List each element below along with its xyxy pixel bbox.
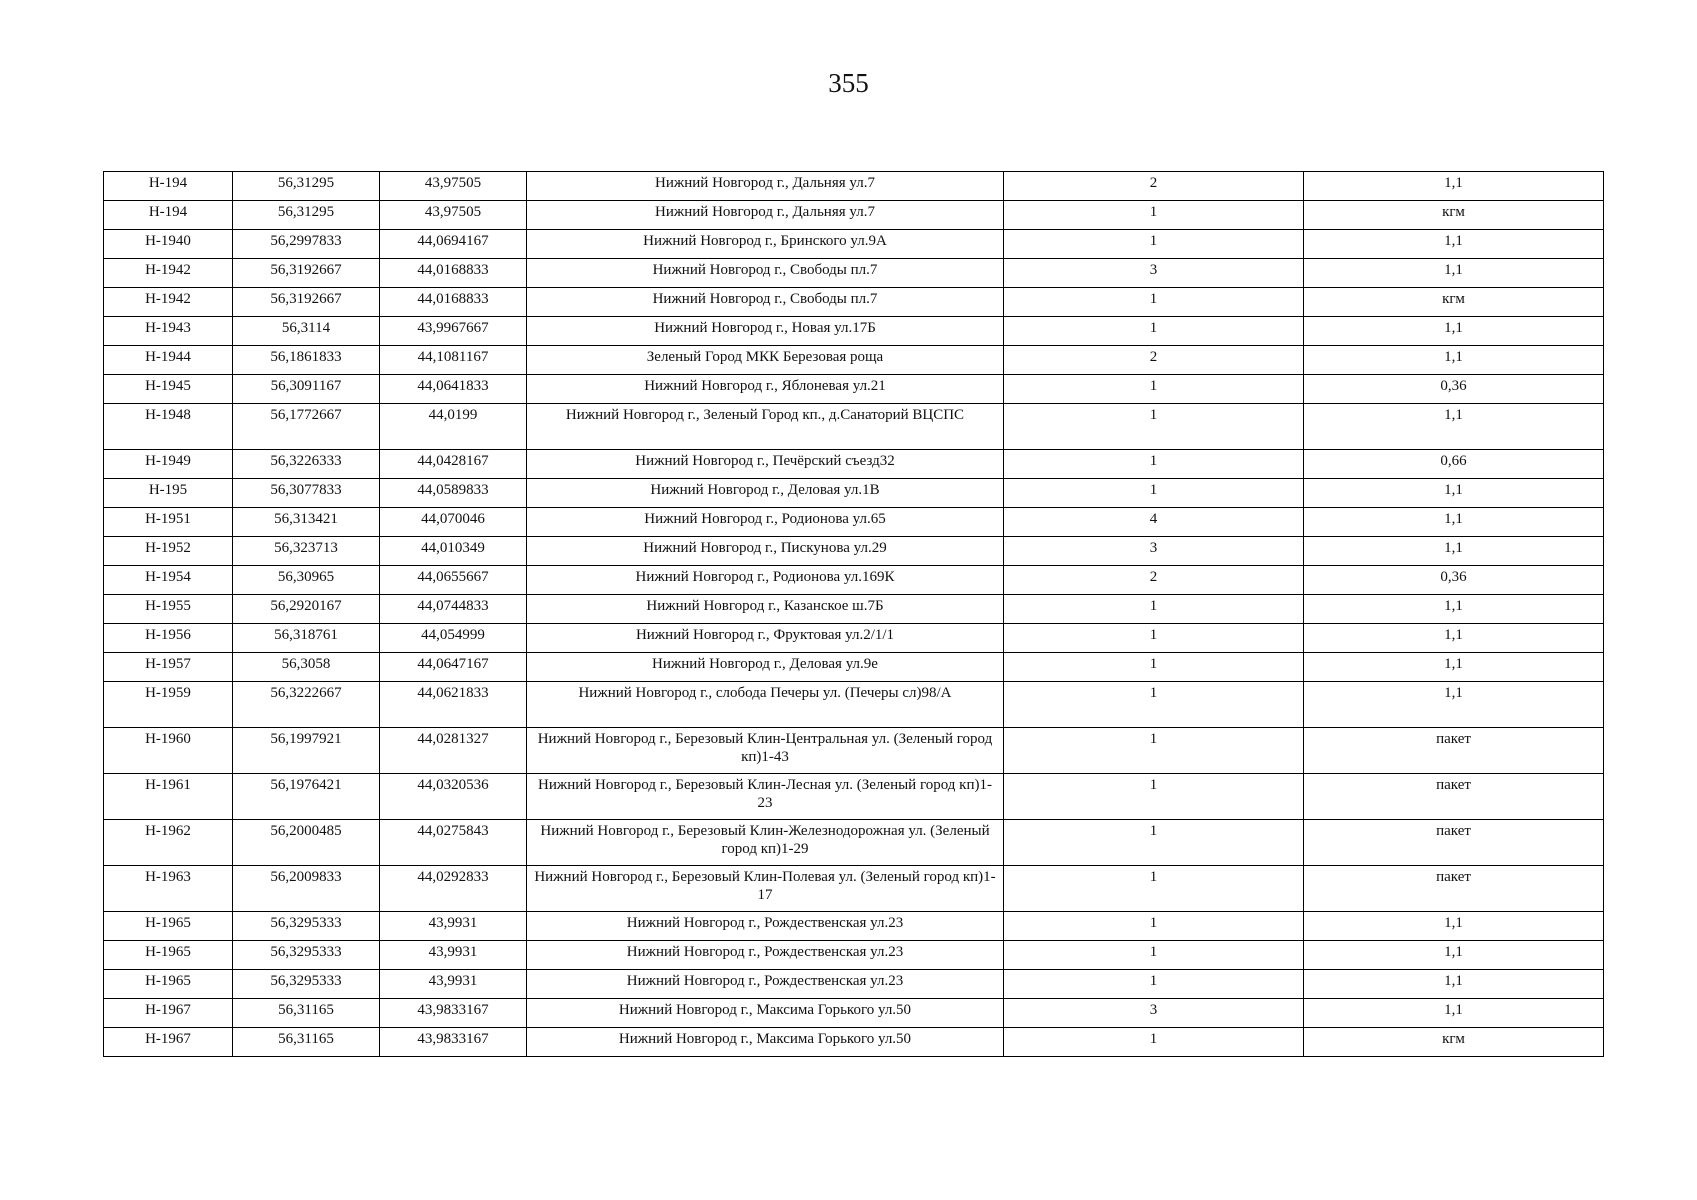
volume-cell: 1,1 xyxy=(1304,653,1604,682)
count-cell: 1 xyxy=(1004,201,1304,230)
count-cell: 1 xyxy=(1004,479,1304,508)
longitude-cell: 44,0320536 xyxy=(380,774,527,820)
latitude-cell: 56,3226333 xyxy=(233,450,380,479)
volume-cell: пакет xyxy=(1304,866,1604,912)
table-row xyxy=(104,999,1604,1028)
address-cell: Нижний Новгород г., Свободы пл.7 xyxy=(527,259,1004,288)
address-cell: Нижний Новгород г., Березовый Клин-Железнодорожная ул. (Зеленый город кп)1-29 xyxy=(527,820,1004,866)
address-cell: Нижний Новгород г., Дальняя ул.7 xyxy=(527,172,1004,201)
volume-cell: 1,1 xyxy=(1304,624,1604,653)
volume-cell: 1,1 xyxy=(1304,970,1604,999)
volume-cell: 1,1 xyxy=(1304,479,1604,508)
table-row xyxy=(104,728,1604,774)
count-cell: 2 xyxy=(1004,172,1304,201)
longitude-cell: 44,0199 xyxy=(380,404,527,450)
table-row xyxy=(104,288,1604,317)
volume-cell: кгм xyxy=(1304,1028,1604,1057)
count-cell: 1 xyxy=(1004,774,1304,820)
table-row xyxy=(104,595,1604,624)
address-cell: Нижний Новгород г., Рождественская ул.23 xyxy=(527,912,1004,941)
address-cell: Нижний Новгород г., Дальняя ул.7 xyxy=(527,201,1004,230)
volume-cell: 1,1 xyxy=(1304,941,1604,970)
point-id-cell: Н-1957 xyxy=(104,653,233,682)
point-id-cell: Н-194 xyxy=(104,172,233,201)
table-row xyxy=(104,941,1604,970)
table-row xyxy=(104,820,1604,866)
longitude-cell: 44,1081167 xyxy=(380,346,527,375)
latitude-cell: 56,30965 xyxy=(233,566,380,595)
longitude-cell: 44,0647167 xyxy=(380,653,527,682)
point-id-cell: Н-1961 xyxy=(104,774,233,820)
table-body xyxy=(104,172,1604,1057)
volume-cell: кгм xyxy=(1304,288,1604,317)
address-cell: Нижний Новгород г., Зеленый Город кп., д.Санаторий ВЦСПС xyxy=(527,404,1004,450)
volume-cell: 1,1 xyxy=(1304,259,1604,288)
latitude-cell: 56,31295 xyxy=(233,172,380,201)
count-cell: 2 xyxy=(1004,346,1304,375)
table-row xyxy=(104,537,1604,566)
point-id-cell: Н-1965 xyxy=(104,941,233,970)
count-cell: 1 xyxy=(1004,450,1304,479)
longitude-cell: 43,9967667 xyxy=(380,317,527,346)
address-cell: Нижний Новгород г., Родионова ул.65 xyxy=(527,508,1004,537)
point-id-cell: Н-1967 xyxy=(104,1028,233,1057)
address-cell: Нижний Новгород г., Фруктовая ул.2/1/1 xyxy=(527,624,1004,653)
volume-cell: 1,1 xyxy=(1304,999,1604,1028)
address-cell: Нижний Новгород г., Деловая ул.9е xyxy=(527,653,1004,682)
longitude-cell: 44,0168833 xyxy=(380,288,527,317)
table-row xyxy=(104,375,1604,404)
longitude-cell: 44,0428167 xyxy=(380,450,527,479)
table-row xyxy=(104,866,1604,912)
volume-cell: кгм xyxy=(1304,201,1604,230)
longitude-cell: 43,97505 xyxy=(380,201,527,230)
point-id-cell: Н-1955 xyxy=(104,595,233,624)
count-cell: 1 xyxy=(1004,624,1304,653)
point-id-cell: Н-1965 xyxy=(104,912,233,941)
point-id-cell: Н-1959 xyxy=(104,682,233,728)
address-cell: Нижний Новгород г., Пискунова ул.29 xyxy=(527,537,1004,566)
volume-cell: пакет xyxy=(1304,728,1604,774)
latitude-cell: 56,1772667 xyxy=(233,404,380,450)
count-cell: 1 xyxy=(1004,820,1304,866)
latitude-cell: 56,3295333 xyxy=(233,941,380,970)
table-row xyxy=(104,1028,1604,1057)
latitude-cell: 56,3114 xyxy=(233,317,380,346)
point-id-cell: Н-1951 xyxy=(104,508,233,537)
address-cell: Нижний Новгород г., слобода Печеры ул. (Печеры сл)98/А xyxy=(527,682,1004,728)
point-id-cell: Н-1952 xyxy=(104,537,233,566)
count-cell: 1 xyxy=(1004,728,1304,774)
count-cell: 3 xyxy=(1004,259,1304,288)
table-row xyxy=(104,346,1604,375)
table-row xyxy=(104,774,1604,820)
address-cell: Нижний Новгород г., Березовый Клин-Центральная ул. (Зеленый город кп)1-43 xyxy=(527,728,1004,774)
latitude-cell: 56,3295333 xyxy=(233,912,380,941)
latitude-cell: 56,2000485 xyxy=(233,820,380,866)
volume-cell: 1,1 xyxy=(1304,404,1604,450)
volume-cell: 1,1 xyxy=(1304,230,1604,259)
latitude-cell: 56,313421 xyxy=(233,508,380,537)
longitude-cell: 44,0281327 xyxy=(380,728,527,774)
point-id-cell: Н-1949 xyxy=(104,450,233,479)
volume-cell: 0,36 xyxy=(1304,375,1604,404)
point-id-cell: Н-1948 xyxy=(104,404,233,450)
latitude-cell: 56,31165 xyxy=(233,1028,380,1057)
latitude-cell: 56,3192667 xyxy=(233,259,380,288)
count-cell: 1 xyxy=(1004,404,1304,450)
latitude-cell: 56,3222667 xyxy=(233,682,380,728)
volume-cell: 0,66 xyxy=(1304,450,1604,479)
count-cell: 1 xyxy=(1004,866,1304,912)
table-row xyxy=(104,201,1604,230)
count-cell: 1 xyxy=(1004,375,1304,404)
latitude-cell: 56,31165 xyxy=(233,999,380,1028)
address-cell: Нижний Новгород г., Рождественская ул.23 xyxy=(527,941,1004,970)
count-cell: 1 xyxy=(1004,288,1304,317)
count-cell: 3 xyxy=(1004,999,1304,1028)
data-table xyxy=(103,171,1604,1057)
table-row xyxy=(104,404,1604,450)
table-row xyxy=(104,653,1604,682)
address-cell: Нижний Новгород г., Яблоневая ул.21 xyxy=(527,375,1004,404)
count-cell: 1 xyxy=(1004,912,1304,941)
latitude-cell: 56,1976421 xyxy=(233,774,380,820)
longitude-cell: 43,9931 xyxy=(380,941,527,970)
point-id-cell: Н-1945 xyxy=(104,375,233,404)
table-row xyxy=(104,230,1604,259)
longitude-cell: 44,054999 xyxy=(380,624,527,653)
address-cell: Зеленый Город МКК Березовая роща xyxy=(527,346,1004,375)
longitude-cell: 44,0168833 xyxy=(380,259,527,288)
longitude-cell: 44,0589833 xyxy=(380,479,527,508)
table-row xyxy=(104,970,1604,999)
longitude-cell: 44,0744833 xyxy=(380,595,527,624)
address-cell: Нижний Новгород г., Максима Горького ул.50 xyxy=(527,1028,1004,1057)
address-cell: Нижний Новгород г., Печёрский съезд32 xyxy=(527,450,1004,479)
address-cell: Нижний Новгород г., Рождественская ул.23 xyxy=(527,970,1004,999)
point-id-cell: Н-1960 xyxy=(104,728,233,774)
longitude-cell: 44,0292833 xyxy=(380,866,527,912)
point-id-cell: Н-1967 xyxy=(104,999,233,1028)
table-row xyxy=(104,259,1604,288)
address-cell: Нижний Новгород г., Казанское ш.7Б xyxy=(527,595,1004,624)
volume-cell: 1,1 xyxy=(1304,346,1604,375)
count-cell: 1 xyxy=(1004,317,1304,346)
point-id-cell: Н-1962 xyxy=(104,820,233,866)
table-row xyxy=(104,682,1604,728)
volume-cell: 1,1 xyxy=(1304,508,1604,537)
volume-cell: 1,1 xyxy=(1304,317,1604,346)
count-cell: 4 xyxy=(1004,508,1304,537)
address-cell: Нижний Новгород г., Новая ул.17Б xyxy=(527,317,1004,346)
table-row xyxy=(104,566,1604,595)
latitude-cell: 56,2997833 xyxy=(233,230,380,259)
address-cell: Нижний Новгород г., Бринского ул.9А xyxy=(527,230,1004,259)
point-id-cell: Н-1965 xyxy=(104,970,233,999)
latitude-cell: 56,1861833 xyxy=(233,346,380,375)
count-cell: 3 xyxy=(1004,537,1304,566)
longitude-cell: 43,9833167 xyxy=(380,999,527,1028)
latitude-cell: 56,3091167 xyxy=(233,375,380,404)
latitude-cell: 56,3058 xyxy=(233,653,380,682)
address-cell: Нижний Новгород г., Свободы пл.7 xyxy=(527,288,1004,317)
volume-cell: пакет xyxy=(1304,774,1604,820)
table-row xyxy=(104,912,1604,941)
longitude-cell: 43,9931 xyxy=(380,970,527,999)
count-cell: 1 xyxy=(1004,595,1304,624)
point-id-cell: Н-1954 xyxy=(104,566,233,595)
count-cell: 1 xyxy=(1004,1028,1304,1057)
address-cell: Нижний Новгород г., Березовый Клин-Полевая ул. (Зеленый город кп)1-17 xyxy=(527,866,1004,912)
count-cell: 1 xyxy=(1004,653,1304,682)
volume-cell: 0,36 xyxy=(1304,566,1604,595)
point-id-cell: Н-195 xyxy=(104,479,233,508)
point-id-cell: Н-1943 xyxy=(104,317,233,346)
address-cell: Нижний Новгород г., Максима Горького ул.50 xyxy=(527,999,1004,1028)
count-cell: 2 xyxy=(1004,566,1304,595)
point-id-cell: Н-1942 xyxy=(104,259,233,288)
table-row xyxy=(104,172,1604,201)
table-row xyxy=(104,508,1604,537)
latitude-cell: 56,31295 xyxy=(233,201,380,230)
volume-cell: 1,1 xyxy=(1304,595,1604,624)
longitude-cell: 43,9833167 xyxy=(380,1028,527,1057)
point-id-cell: Н-1940 xyxy=(104,230,233,259)
volume-cell: 1,1 xyxy=(1304,172,1604,201)
table-row xyxy=(104,317,1604,346)
page-number: 355 xyxy=(828,68,869,98)
longitude-cell: 44,0621833 xyxy=(380,682,527,728)
longitude-cell: 44,0655667 xyxy=(380,566,527,595)
longitude-cell: 44,010349 xyxy=(380,537,527,566)
longitude-cell: 44,0275843 xyxy=(380,820,527,866)
volume-cell: пакет xyxy=(1304,820,1604,866)
latitude-cell: 56,3077833 xyxy=(233,479,380,508)
address-cell: Нижний Новгород г., Родионова ул.169К xyxy=(527,566,1004,595)
count-cell: 1 xyxy=(1004,230,1304,259)
latitude-cell: 56,1997921 xyxy=(233,728,380,774)
longitude-cell: 43,9931 xyxy=(380,912,527,941)
latitude-cell: 56,2920167 xyxy=(233,595,380,624)
address-cell: Нижний Новгород г., Березовый Клин-Лесная ул. (Зеленый город кп)1-23 xyxy=(527,774,1004,820)
point-id-cell: Н-1944 xyxy=(104,346,233,375)
count-cell: 1 xyxy=(1004,970,1304,999)
volume-cell: 1,1 xyxy=(1304,912,1604,941)
table-row xyxy=(104,624,1604,653)
point-id-cell: Н-194 xyxy=(104,201,233,230)
longitude-cell: 44,0694167 xyxy=(380,230,527,259)
latitude-cell: 56,3192667 xyxy=(233,288,380,317)
longitude-cell: 43,97505 xyxy=(380,172,527,201)
count-cell: 1 xyxy=(1004,682,1304,728)
latitude-cell: 56,2009833 xyxy=(233,866,380,912)
latitude-cell: 56,3295333 xyxy=(233,970,380,999)
latitude-cell: 56,318761 xyxy=(233,624,380,653)
count-cell: 1 xyxy=(1004,941,1304,970)
longitude-cell: 44,0641833 xyxy=(380,375,527,404)
point-id-cell: Н-1942 xyxy=(104,288,233,317)
table-row xyxy=(104,450,1604,479)
address-cell: Нижний Новгород г., Деловая ул.1В xyxy=(527,479,1004,508)
latitude-cell: 56,323713 xyxy=(233,537,380,566)
longitude-cell: 44,070046 xyxy=(380,508,527,537)
table-row xyxy=(104,479,1604,508)
volume-cell: 1,1 xyxy=(1304,537,1604,566)
point-id-cell: Н-1963 xyxy=(104,866,233,912)
volume-cell: 1,1 xyxy=(1304,682,1604,728)
point-id-cell: Н-1956 xyxy=(104,624,233,653)
